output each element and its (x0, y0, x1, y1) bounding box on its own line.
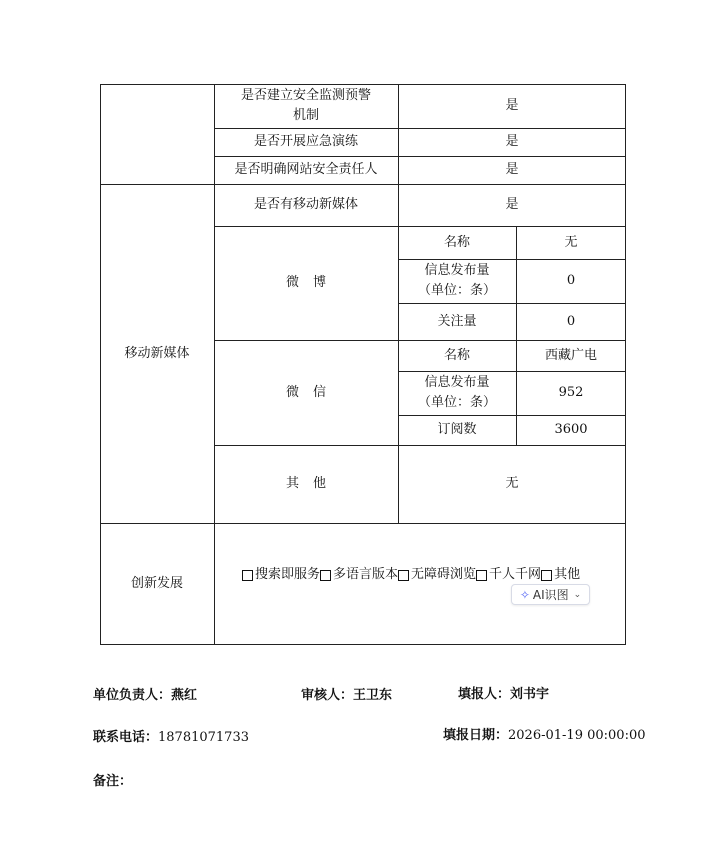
other-label-text: 其他 (285, 476, 340, 491)
wechat-label-text: 微信 (285, 384, 340, 400)
filler (458, 683, 549, 702)
wechat-name-value: 西藏广电 (544, 347, 597, 363)
weibo-name-label: 名称 (443, 234, 470, 250)
weibo-posts-label-line1: 信息发布量 (424, 263, 490, 278)
unit-head-value: 燕红 (171, 688, 198, 703)
reviewer-label: 审核人： (301, 688, 354, 703)
wechat-label (214, 340, 398, 445)
new-media-value: 是 (505, 197, 519, 212)
phone (93, 726, 249, 745)
table-rule (100, 644, 626, 645)
weibo-posts-value: 0 (566, 273, 576, 288)
monitoring-value: 是 (505, 98, 519, 113)
option-label: 其他 (554, 567, 581, 582)
ai-badge-label: AI识图 (532, 588, 569, 602)
filler-label: 填报人： (458, 687, 511, 702)
option-label: 无障碍浏览 (411, 567, 477, 582)
unit-head (93, 684, 197, 703)
filler-value: 刘书宇 (510, 687, 550, 702)
wechat-posts-label-line2: （单位：条） (417, 395, 496, 410)
fill-date (443, 724, 646, 743)
wechat-subscribers-label: 订阅数 (437, 422, 477, 437)
reviewer-value: 王卫东 (353, 688, 393, 703)
checkbox-icon[interactable] (320, 570, 331, 581)
date-label: 填报日期： (443, 728, 509, 743)
option-label: 千人千网 (489, 567, 542, 582)
weibo-followers-value: 0 (566, 313, 576, 329)
wechat-posts-label-line1: 信息发布量 (424, 375, 490, 390)
weibo-posts-label (398, 259, 516, 303)
weibo-name-value: 无 (564, 234, 578, 250)
option-personalized[interactable] (476, 566, 541, 584)
unit-head-label: 单位负责人： (93, 688, 172, 703)
weibo-label (214, 226, 398, 340)
notes (93, 770, 132, 789)
innovation-label: 创新发展 (130, 575, 183, 591)
wechat-subscribers-value: 3600 (554, 422, 588, 437)
chevron-down-icon[interactable]: ⌄ (573, 589, 582, 600)
option-accessibility[interactable] (398, 566, 476, 584)
innovation-options (242, 566, 622, 584)
monitoring-label-line2: 机制 (292, 108, 319, 123)
checkbox-icon[interactable] (398, 570, 409, 581)
wechat-name-label: 名称 (443, 347, 470, 363)
new-media-label: 是否有移动新媒体 (253, 197, 358, 212)
weibo-followers-label: 关注量 (437, 313, 477, 329)
weibo-posts-label-line2: （单位：条） (417, 283, 496, 298)
drill-value: 是 (505, 134, 519, 149)
drill-label: 是否开展应急演练 (253, 134, 358, 149)
mobile-media-header: 移动新媒体 (124, 345, 190, 361)
reviewer (301, 684, 392, 703)
sparkle-icon: ✧ (519, 587, 530, 602)
wechat-posts-label (398, 371, 516, 415)
option-other[interactable] (541, 566, 580, 584)
phone-label: 联系电话： (93, 730, 159, 745)
monitoring-label-line1: 是否建立安全监测预警 (240, 88, 371, 103)
option-label: 多语言版本 (333, 567, 399, 582)
responsible-value: 是 (505, 162, 519, 177)
responsible-label: 是否明确网站安全责任人 (234, 162, 378, 177)
monitoring-label (214, 84, 398, 128)
checkbox-icon[interactable] (476, 570, 487, 581)
notes-label: 备注： (93, 774, 133, 789)
wechat-posts-value: 952 (558, 385, 584, 400)
checkbox-icon[interactable] (242, 570, 253, 581)
option-search-service[interactable] (242, 566, 320, 584)
other-value: 无 (505, 476, 519, 491)
weibo-label-text: 微博 (285, 275, 340, 290)
ai-recognize-button[interactable] (511, 584, 590, 605)
date-value: 2026-01-19 00:00:00 (508, 728, 646, 743)
phone-value: 18781071733 (158, 730, 249, 745)
option-label: 搜索即服务 (255, 567, 321, 582)
option-multilingual[interactable] (320, 566, 398, 584)
other-label (214, 445, 398, 523)
checkbox-icon[interactable] (541, 570, 552, 581)
